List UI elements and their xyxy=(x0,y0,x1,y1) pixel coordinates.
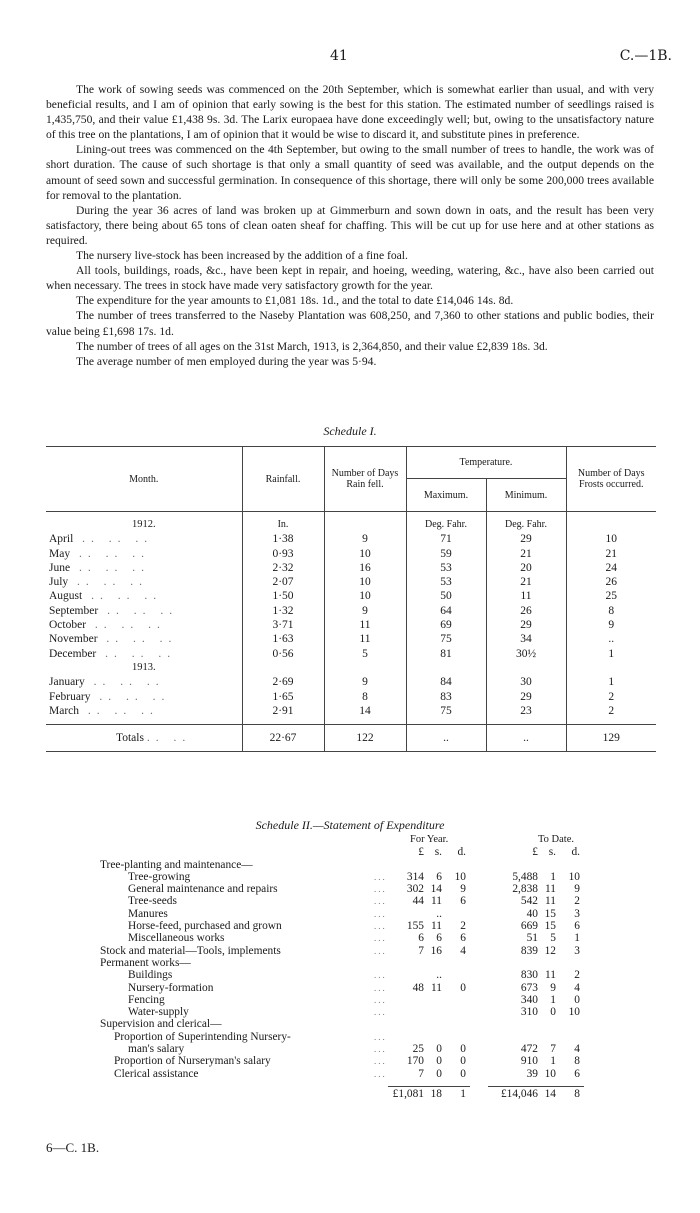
year-shillings: .. xyxy=(436,969,442,982)
date-shillings: 15 xyxy=(544,907,556,920)
expenditure-item-label: Clerical assistance xyxy=(114,1067,199,1080)
year-pence: 0 xyxy=(460,1055,466,1068)
paragraph: The number of trees transferred to the Naseby Plantation was 608,250, and 7,360 to other stations and public bodies, their value being £1,698 17s. 1d. xyxy=(46,309,654,338)
min-temp-value: 21 xyxy=(486,575,566,589)
expenditure-item-label: man's salary xyxy=(128,1043,185,1056)
month-name: April xyxy=(49,533,74,546)
expenditure-item-label: Buildings xyxy=(128,969,173,982)
expenditure-item-label: Proportion of Superintending Nursery- xyxy=(114,1030,291,1043)
month-row: March .. .. .. 2·91 14 75 23 2 xyxy=(46,704,656,718)
date-shillings: 11 xyxy=(545,969,556,982)
schedule-1-table xyxy=(46,446,656,752)
min-temp-value: 30 xyxy=(486,675,566,689)
rainfall-value: 2·32 xyxy=(242,561,324,575)
paragraph: The expenditure for the year amounts to £1,081 18s. 1d., and the total to date £14,046 14s. 8d. xyxy=(76,294,514,308)
expenditure-item-label: Tree-growing xyxy=(128,870,191,883)
date-shillings: 5 xyxy=(550,932,556,945)
month-row: December .. .. .. 0·56 5 81 30½ 1 xyxy=(46,647,656,661)
year-shillings: 6 xyxy=(436,932,442,945)
date-pounds: 839 xyxy=(520,944,538,957)
date-pounds: 40 xyxy=(526,907,538,920)
date-pounds: 51 xyxy=(526,932,538,945)
month-row: May .. .. .. 0·93 10 59 21 21 xyxy=(46,547,656,561)
expenditure-item-label: Nursery-formation xyxy=(128,981,214,994)
col-rainfall: Rainfall. xyxy=(242,447,324,512)
date-pounds: 910 xyxy=(520,1055,538,1068)
paragraph: All tools, buildings, roads, &c., have been kept in repair, and hoeing, weeding, watering, &c., have also been carried out when necessary. The trees in stock have made very satisfactory growth for the year. xyxy=(46,264,654,293)
rainfall-value: 1·65 xyxy=(242,690,324,704)
paragraph: The average number of men employed during the year was 5·94. xyxy=(76,354,377,368)
rain-days-value: 9 xyxy=(324,532,406,546)
year-pence: 0 xyxy=(460,1043,466,1056)
expenditure-item-label: Fencing xyxy=(128,993,165,1006)
month-name: December xyxy=(49,647,97,660)
month-row: November .. .. .. 1·63 11 75 34 .. xyxy=(46,632,656,646)
date-pounds: 542 xyxy=(520,895,538,908)
rain-days-value: 10 xyxy=(324,547,406,561)
date-pence: 10 xyxy=(568,870,580,883)
min-temp-value: 11 xyxy=(486,589,566,603)
max-temp-value: 71 xyxy=(406,532,486,546)
year-pounds: 314 xyxy=(406,870,424,883)
date-shillings: 1 xyxy=(550,1055,556,1068)
date-pounds: 310 xyxy=(520,1006,538,1019)
frost-days-value: 1 xyxy=(566,647,656,661)
month-row: April .. .. .. 1·38 9 71 29 10 xyxy=(46,532,656,546)
max-temp-value: 81 xyxy=(406,647,486,661)
max-temp-value: 59 xyxy=(406,547,486,561)
date-pence: 6 xyxy=(574,1067,580,1080)
rainfall-value: 2·91 xyxy=(242,704,324,718)
expenditure-statement xyxy=(100,834,620,1100)
rain-days-value: 10 xyxy=(324,589,406,603)
rainfall-value: 1·50 xyxy=(242,589,324,603)
month-name: March xyxy=(49,704,80,717)
month-name: July xyxy=(49,576,69,589)
frost-days-value: .. xyxy=(566,632,656,646)
date-pounds: 669 xyxy=(520,920,538,933)
year-label: 1913. xyxy=(131,661,156,673)
col-min: Minimum. xyxy=(486,479,566,512)
paragraph: The nursery live-stock has been increased by the addition of a fine foal. xyxy=(76,249,408,263)
col-temperature: Temperature. xyxy=(406,447,566,479)
max-temp-value: 75 xyxy=(406,632,486,646)
expenditure-item-label: Tree-planting and maintenance— xyxy=(100,858,253,871)
total-rainfall: 22·67 xyxy=(242,725,324,752)
expenditure-item-label: Horse-feed, purchased and grown xyxy=(128,920,282,933)
year-pence: 9 xyxy=(460,883,466,896)
max-temp-value: 75 xyxy=(406,704,486,718)
frost-days-value: 1 xyxy=(566,675,656,689)
date-pence: 4 xyxy=(574,1043,580,1056)
min-temp-value: 29 xyxy=(486,690,566,704)
paragraph: During the year 36 acres of land was broken up at Gimmerburn and sown down in oats, and the result has been very satisfactory, there being about 65 tons of clean oaten sheaf for chaffing. This will be cut up for use here and at other stations as required. xyxy=(46,203,654,247)
year-pence: 0 xyxy=(460,981,466,994)
date-shillings: 1 xyxy=(550,993,556,1006)
year-pounds: 7 xyxy=(418,1067,424,1080)
expenditure-row: Tree-seeds ... 44 11 6 542 11 2 xyxy=(128,895,580,908)
expenditure-row xyxy=(100,957,620,969)
date-shillings: 11 xyxy=(545,883,556,896)
total-date-pence: 8 xyxy=(574,1087,580,1100)
total-days: 122 xyxy=(324,725,406,752)
month-name: August xyxy=(49,590,83,603)
year-pence: 0 xyxy=(460,1067,466,1080)
page-header xyxy=(0,48,700,68)
expenditure-row: Tree-growing ... 314 6 10 5,488 1 10 xyxy=(128,870,580,883)
frost-days-value: 2 xyxy=(566,690,656,704)
total-year-pence: 1 xyxy=(460,1087,466,1100)
expenditure-row: Proportion of Nurseryman's salary ... 170 0 0 910 1 8 xyxy=(114,1055,580,1068)
totals-row: Totals .. .. 22·67 122 .. .. 129 xyxy=(46,725,656,752)
expenditure-item-label: Tree-seeds xyxy=(128,895,177,908)
max-temp-value: 84 xyxy=(406,675,486,689)
expenditure-item-label: Miscellaneous works xyxy=(128,932,225,945)
total-max: .. xyxy=(406,725,486,752)
frost-days-value: 25 xyxy=(566,589,656,603)
min-temp-value: 21 xyxy=(486,547,566,561)
year-pounds: 155 xyxy=(406,920,424,933)
month-row: February .. .. .. 1·65 8 83 29 2 xyxy=(46,690,656,704)
year-label: 1912. xyxy=(131,519,156,530)
expenditure-item-label: Permanent works— xyxy=(100,956,191,969)
unit-min: Deg. Fahr. xyxy=(486,512,566,533)
year-pounds: 170 xyxy=(406,1055,424,1068)
year-shillings: 11 xyxy=(431,920,442,933)
expenditure-row: Clerical assistance ... 7 0 0 39 10 6 xyxy=(114,1067,580,1080)
expenditure-row xyxy=(100,1018,620,1030)
month-row: October .. .. .. 3·71 11 69 29 9 xyxy=(46,618,656,632)
frost-days-value: 24 xyxy=(566,561,656,575)
month-name: May xyxy=(49,547,71,560)
year-shillings: 11 xyxy=(431,895,442,908)
unit-max: Deg. Fahr. xyxy=(406,512,486,533)
rain-days-value: 8 xyxy=(324,690,406,704)
unit-rainfall: In. xyxy=(242,512,324,533)
rain-days-value: 11 xyxy=(324,632,406,646)
date-pounds: 340 xyxy=(520,993,538,1006)
month-name: June xyxy=(49,561,71,574)
rain-days-value: 11 xyxy=(324,618,406,632)
date-pence: 0 xyxy=(574,993,580,1006)
year-pounds: 44 xyxy=(412,895,424,908)
date-pence: 9 xyxy=(574,883,580,896)
year-shillings: 11 xyxy=(431,981,442,994)
total-year-shillings: 18 xyxy=(430,1087,442,1100)
expenditure-item-label: Stock and material—Tools, implements xyxy=(100,944,281,957)
rain-days-value: 14 xyxy=(324,704,406,718)
expenditure-row xyxy=(100,859,620,871)
col-to-date: To Date. xyxy=(538,834,575,845)
expenditure-row: Fencing ... 340 1 0 xyxy=(128,993,580,1006)
frost-days-value: 9 xyxy=(566,618,656,632)
year-pence: 6 xyxy=(460,895,466,908)
max-temp-value: 64 xyxy=(406,604,486,618)
expenditure-row: General maintenance and repairs ... 302 14 9 2,838 11 9 xyxy=(128,883,580,896)
max-temp-value: 83 xyxy=(406,690,486,704)
expenditure-item-label: General maintenance and repairs xyxy=(128,883,278,896)
date-shillings: 12 xyxy=(544,944,556,957)
report-text xyxy=(46,82,654,369)
rain-days-value: 10 xyxy=(324,575,406,589)
month-row: January .. .. .. 2·69 9 84 30 1 xyxy=(46,675,656,689)
date-pounds: 5,488 xyxy=(512,870,538,883)
date-pence: 2 xyxy=(574,969,580,982)
series-reference: C.—1B. xyxy=(619,48,672,64)
rainfall-value: 2·69 xyxy=(242,675,324,689)
date-pounds: 673 xyxy=(520,981,538,994)
date-pence: 3 xyxy=(574,907,580,920)
rain-days-value: 9 xyxy=(324,675,406,689)
expenditure-item-label: Proportion of Nurseryman's salary xyxy=(114,1055,271,1068)
expenditure-row: Nursery-formation ... 48 11 0 673 9 4 xyxy=(128,981,580,994)
date-pence: 2 xyxy=(574,895,580,908)
date-pence: 4 xyxy=(574,981,580,994)
expenditure-item-label: Supervision and clerical— xyxy=(100,1018,222,1031)
schedule-1-title: Schedule I. xyxy=(323,424,377,438)
year-shillings: 0 xyxy=(436,1055,442,1068)
date-shillings: 1 xyxy=(550,870,556,883)
year-shillings: .. xyxy=(436,907,442,920)
date-shillings: 9 xyxy=(550,981,556,994)
expenditure-row: Horse-feed, purchased and grown ... 155 11 2 669 15 6 xyxy=(128,920,580,933)
frost-days-value: 2 xyxy=(566,704,656,718)
year-total-rule xyxy=(388,1086,470,1087)
month-row: June .. .. .. 2·32 16 53 20 24 xyxy=(46,561,656,575)
rainfall-value: 1·38 xyxy=(242,532,324,546)
date-pence: 6 xyxy=(574,920,580,933)
rain-days-value: 5 xyxy=(324,647,406,661)
year-shillings: 0 xyxy=(436,1043,442,1056)
date-pounds: 2,838 xyxy=(512,883,538,896)
date-shillings: 0 xyxy=(550,1006,556,1019)
expenditure-row: Stock and material—Tools, implements ... 7 16 4 839 12 3 xyxy=(100,944,580,957)
max-temp-value: 53 xyxy=(406,561,486,575)
year-pence: 10 xyxy=(454,870,466,883)
max-temp-value: 53 xyxy=(406,575,486,589)
max-temp-value: 50 xyxy=(406,589,486,603)
rainfall-value: 0·56 xyxy=(242,647,324,661)
col-frosts: Number of Days Frosts occurred. xyxy=(566,447,656,512)
page-footer-reference: 6—C. 1B. xyxy=(46,1140,100,1155)
year-pence: 6 xyxy=(460,932,466,945)
month-name: February xyxy=(49,690,91,703)
min-temp-value: 30½ xyxy=(486,647,566,661)
expenditure-row: Miscellaneous works ... 6 6 6 51 5 1 xyxy=(128,932,580,945)
frost-days-value: 26 xyxy=(566,575,656,589)
date-pounds: 830 xyxy=(520,969,538,982)
min-temp-value: 29 xyxy=(486,532,566,546)
month-name: September xyxy=(49,604,99,617)
date-shillings: 15 xyxy=(544,920,556,933)
year-pounds: 25 xyxy=(412,1043,424,1056)
year-pence: 4 xyxy=(460,944,466,957)
month-row: August .. .. .. 1·50 10 50 11 25 xyxy=(46,589,656,603)
min-temp-value: 34 xyxy=(486,632,566,646)
rain-days-value: 16 xyxy=(324,561,406,575)
total-min: .. xyxy=(486,725,566,752)
min-temp-value: 29 xyxy=(486,618,566,632)
expenditure-row: Manures ... .. 40 15 3 xyxy=(128,907,580,920)
paragraph: Lining-out trees was commenced on the 4th September, but owing to the small number of trees to handle, the work was of short duration. The cause of such shortage is that only a small quantity of seed was available, and the output depends on the amount of seed sown and successful germination. In consequence of this shortage, there will only be some 200,000 trees available for removal to the plantation. xyxy=(46,143,654,202)
expenditure-item-label: Manures xyxy=(128,907,168,920)
max-temp-value: 69 xyxy=(406,618,486,632)
date-pence: 3 xyxy=(574,944,580,957)
total-frosts: 129 xyxy=(566,725,656,752)
expenditure-row: Proportion of Superintending Nursery- ... xyxy=(114,1030,387,1043)
col-month: Month. xyxy=(46,447,242,512)
year-shillings: 6 xyxy=(436,870,442,883)
year-shillings: 0 xyxy=(436,1067,442,1080)
year-pounds: 7 xyxy=(418,944,424,957)
page-number: 41 xyxy=(330,48,348,64)
date-shillings: 11 xyxy=(545,895,556,908)
month-row: September .. .. .. 1·32 9 64 26 8 xyxy=(46,604,656,618)
frost-days-value: 8 xyxy=(566,604,656,618)
frost-days-value: 10 xyxy=(566,532,656,546)
expenditure-row: man's salary ... 25 0 0 472 7 4 xyxy=(128,1043,580,1056)
rainfall-value: 3·71 xyxy=(242,618,324,632)
date-pence: 10 xyxy=(568,1006,580,1019)
year-shillings: 14 xyxy=(430,883,442,896)
month-row: July .. .. .. 2·07 10 53 21 26 xyxy=(46,575,656,589)
min-temp-value: 20 xyxy=(486,561,566,575)
date-pounds: 472 xyxy=(520,1043,538,1056)
lsd-header: £ s. d. £ s. d. xyxy=(418,846,580,859)
paragraph: The number of trees of all ages on the 31st March, 1913, is 2,364,850, and their value £2,839 18s. 3d. xyxy=(76,339,548,353)
year-pounds: 6 xyxy=(418,932,424,945)
month-name: November xyxy=(49,633,98,646)
rainfall-value: 2·07 xyxy=(242,575,324,589)
year-pounds: 302 xyxy=(406,883,424,896)
total-date-shillings: 14 xyxy=(544,1087,556,1100)
rainfall-value: 1·63 xyxy=(242,632,324,646)
col-for-year: For Year. xyxy=(410,834,449,845)
date-shillings: 7 xyxy=(550,1043,556,1056)
date-pence: 8 xyxy=(574,1055,580,1068)
year-pounds: 48 xyxy=(412,981,424,994)
rainfall-value: 0·93 xyxy=(242,547,324,561)
paragraph: The work of sowing seeds was commenced on the 20th September, which is somewhat earlier than usual, and with very beneficial results, and I am of opinion that early sowing is the best for this station. The estimated number of seedlings raised is 1,435,750, and their value £1,438 9s. 3d. The Larix europaea have done exceedingly well; but, owing to the unsatisfactory nature of this tree on the plantations, I am of opinion that it would be wise to discard it, and substitute pines in preference. xyxy=(46,83,654,142)
rainfall-value: 1·32 xyxy=(242,604,324,618)
date-total-rule xyxy=(488,1086,584,1087)
year-pence: 2 xyxy=(460,920,466,933)
frost-days-value: 21 xyxy=(566,547,656,561)
expenditure-row: Buildings ... .. 830 11 2 xyxy=(128,969,580,982)
date-pence: 1 xyxy=(574,932,580,945)
year-shillings: 16 xyxy=(430,944,442,957)
total-date-pounds: £14,046 xyxy=(500,1087,538,1100)
date-pounds: 39 xyxy=(526,1067,538,1080)
col-days-rain: Number of Days Rain fell. xyxy=(324,447,406,512)
min-temp-value: 23 xyxy=(486,704,566,718)
rain-days-value: 9 xyxy=(324,604,406,618)
date-shillings: 10 xyxy=(544,1067,556,1080)
expenditure-item-label: Water-supply xyxy=(128,1006,189,1019)
min-temp-value: 26 xyxy=(486,604,566,618)
month-name: January xyxy=(49,676,85,689)
totals-label: Totals xyxy=(116,732,144,745)
expenditure-row: Water-supply ... 310 0 10 xyxy=(128,1006,580,1019)
month-name: October xyxy=(49,619,87,632)
col-max: Maximum. xyxy=(406,479,486,512)
total-row xyxy=(100,1088,620,1100)
schedule-2-title: Schedule II.—Statement of Expenditure xyxy=(255,818,445,832)
total-year-pounds: £1,081 xyxy=(392,1087,424,1100)
